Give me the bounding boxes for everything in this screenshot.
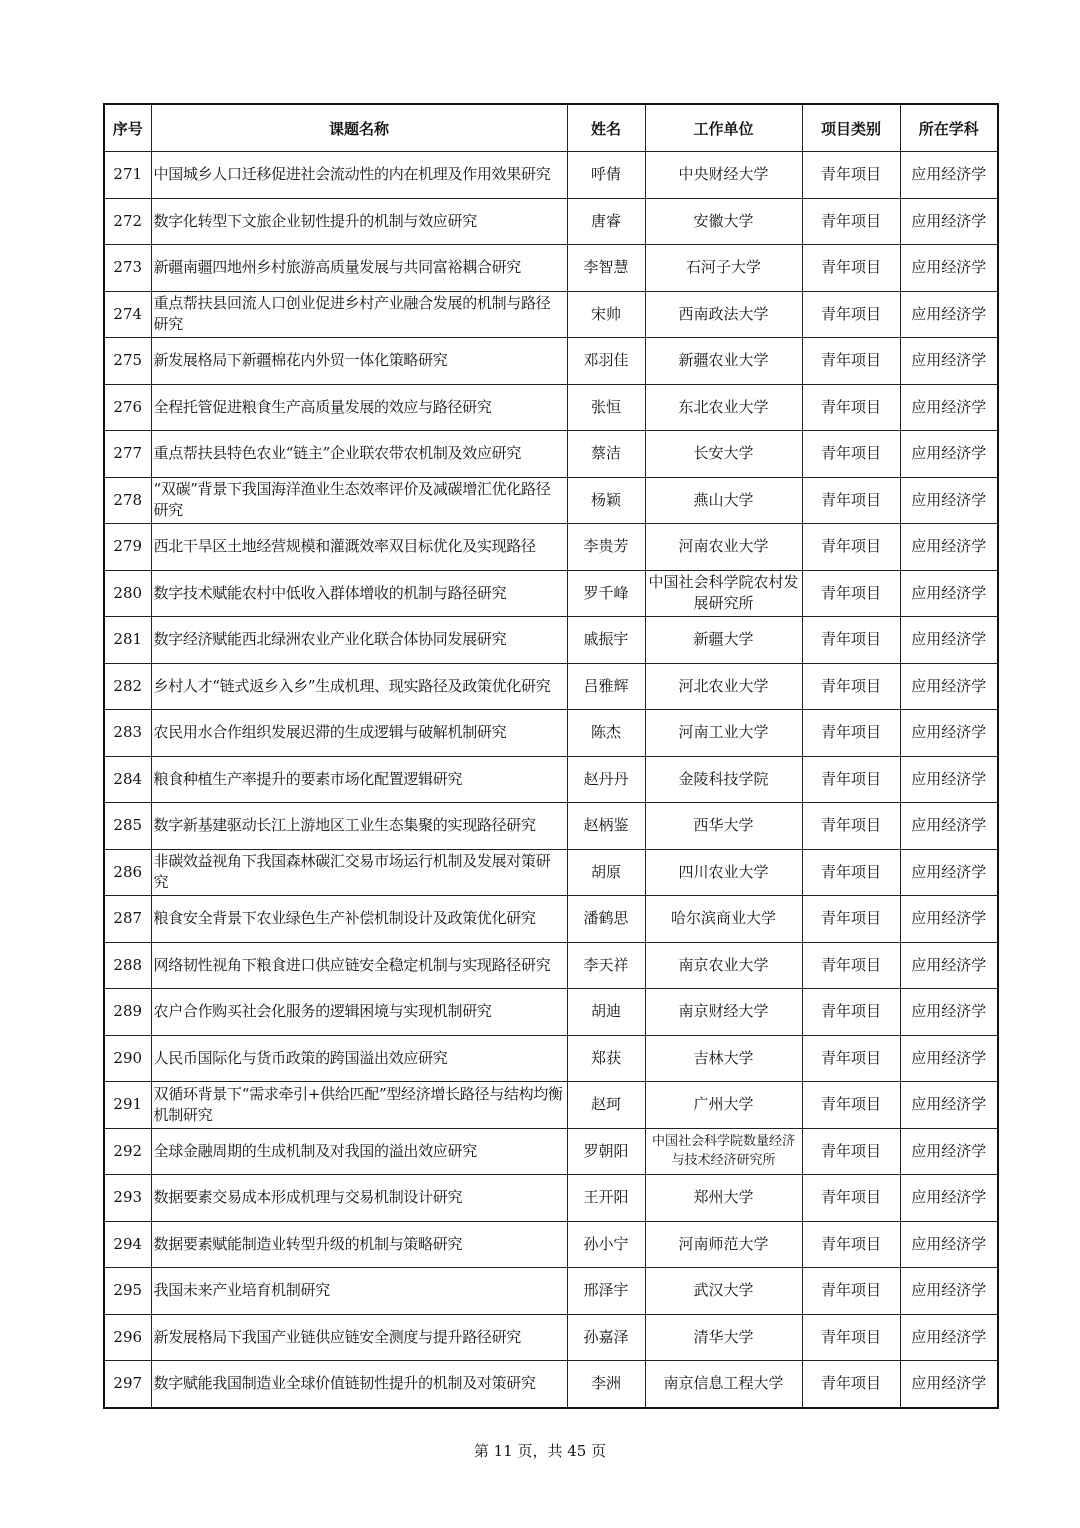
cell-unit: 四川农业大学 <box>645 849 802 896</box>
table-row <box>104 1128 998 1175</box>
cell-unit: 西华大学 <box>645 803 802 850</box>
cell-seq: 279 <box>104 524 151 571</box>
cell-seq: 281 <box>104 617 151 664</box>
cell-subject: 应用经济学 <box>900 570 998 617</box>
cell-name: 张恒 <box>567 384 645 431</box>
cell-seq: 274 <box>104 291 151 338</box>
cell-name: 孙嘉泽 <box>567 1314 645 1361</box>
cell-subject: 应用经济学 <box>900 896 998 943</box>
cell-subject: 应用经济学 <box>900 524 998 571</box>
cell-subject: 应用经济学 <box>900 477 998 524</box>
cell-unit: 中央财经大学 <box>645 152 802 199</box>
header-name: 姓名 <box>567 104 645 152</box>
cell-unit: 西南政法大学 <box>645 291 802 338</box>
cell-unit: 南京农业大学 <box>645 942 802 989</box>
cell-name: 宋帅 <box>567 291 645 338</box>
cell-subject: 应用经济学 <box>900 1175 998 1222</box>
cell-unit: 燕山大学 <box>645 477 802 524</box>
table-row <box>104 245 998 292</box>
cell-category: 青年项目 <box>802 710 900 757</box>
cell-unit: 东北农业大学 <box>645 384 802 431</box>
cell-name: 胡原 <box>567 849 645 896</box>
cell-seq: 294 <box>104 1221 151 1268</box>
cell-seq: 271 <box>104 152 151 199</box>
table-row <box>104 989 998 1036</box>
cell-seq: 272 <box>104 198 151 245</box>
cell-subject: 应用经济学 <box>900 989 998 1036</box>
table-row <box>104 384 998 431</box>
cell-title: 网络韧性视角下粮食进口供应链安全稳定机制与实现路径研究 <box>151 942 567 989</box>
cell-title: “双碳”背景下我国海洋渔业生态效率评价及减碳增汇优化路径研究 <box>151 477 567 524</box>
cell-title: 全程托管促进粮食生产高质量发展的效应与路径研究 <box>151 384 567 431</box>
table-row <box>104 1221 998 1268</box>
cell-subject: 应用经济学 <box>900 663 998 710</box>
cell-title: 农户合作购买社会化服务的逻辑困境与实现机制研究 <box>151 989 567 1036</box>
header-title: 课题名称 <box>151 104 567 152</box>
cell-title: 新发展格局下新疆棉花内外贸一体化策略研究 <box>151 338 567 385</box>
cell-title: 我国未来产业培育机制研究 <box>151 1268 567 1315</box>
cell-name: 李天祥 <box>567 942 645 989</box>
cell-category: 青年项目 <box>802 896 900 943</box>
cell-title: 双循环背景下“需求牵引+供给匹配”型经济增长路径与结构均衡机制研究 <box>151 1082 567 1129</box>
cell-subject: 应用经济学 <box>900 338 998 385</box>
cell-category: 青年项目 <box>802 477 900 524</box>
cell-seq: 293 <box>104 1175 151 1222</box>
cell-name: 孙小宁 <box>567 1221 645 1268</box>
cell-category: 青年项目 <box>802 942 900 989</box>
cell-name: 胡迪 <box>567 989 645 1036</box>
cell-title: 数据要素赋能制造业转型升级的机制与策略研究 <box>151 1221 567 1268</box>
cell-category: 青年项目 <box>802 1268 900 1315</box>
cell-unit: 金陵科技学院 <box>645 756 802 803</box>
cell-subject: 应用经济学 <box>900 1082 998 1129</box>
cell-name: 李贵芳 <box>567 524 645 571</box>
cell-name: 罗千峰 <box>567 570 645 617</box>
table-row <box>104 1361 998 1408</box>
cell-title: 数字化转型下文旅企业韧性提升的机制与效应研究 <box>151 198 567 245</box>
cell-unit: 河南工业大学 <box>645 710 802 757</box>
cell-category: 青年项目 <box>802 245 900 292</box>
cell-category: 青年项目 <box>802 152 900 199</box>
cell-seq: 290 <box>104 1035 151 1082</box>
cell-subject: 应用经济学 <box>900 291 998 338</box>
cell-name: 赵柄鉴 <box>567 803 645 850</box>
cell-title: 数字新基建驱动长江上游地区工业生态集聚的实现路径研究 <box>151 803 567 850</box>
cell-subject: 应用经济学 <box>900 245 998 292</box>
cell-unit: 河南农业大学 <box>645 524 802 571</box>
cell-unit: 南京信息工程大学 <box>645 1361 802 1408</box>
cell-title: 非碳效益视角下我国森林碳汇交易市场运行机制及发展对策研究 <box>151 849 567 896</box>
cell-seq: 285 <box>104 803 151 850</box>
cell-unit: 石河子大学 <box>645 245 802 292</box>
cell-seq: 273 <box>104 245 151 292</box>
cell-subject: 应用经济学 <box>900 152 998 199</box>
table-row <box>104 431 998 478</box>
cell-subject: 应用经济学 <box>900 1128 998 1175</box>
cell-seq: 292 <box>104 1128 151 1175</box>
cell-subject: 应用经济学 <box>900 710 998 757</box>
cell-category: 青年项目 <box>802 198 900 245</box>
cell-title: 西北干旱区土地经营规模和灌溉效率双目标优化及实现路径 <box>151 524 567 571</box>
table-row <box>104 1268 998 1315</box>
cell-subject: 应用经济学 <box>900 942 998 989</box>
cell-category: 青年项目 <box>802 291 900 338</box>
header-subject: 所在学科 <box>900 104 998 152</box>
cell-title: 新发展格局下我国产业链供应链安全测度与提升路径研究 <box>151 1314 567 1361</box>
table-row <box>104 849 998 896</box>
cell-name: 赵丹丹 <box>567 756 645 803</box>
table-row <box>104 896 998 943</box>
table-row <box>104 710 998 757</box>
cell-category: 青年项目 <box>802 338 900 385</box>
header-seq: 序号 <box>104 104 151 152</box>
cell-title: 农民用水合作组织发展迟滞的生成逻辑与破解机制研究 <box>151 710 567 757</box>
cell-seq: 275 <box>104 338 151 385</box>
cell-name: 李智慧 <box>567 245 645 292</box>
cell-seq: 288 <box>104 942 151 989</box>
table-row <box>104 477 998 524</box>
cell-unit: 安徽大学 <box>645 198 802 245</box>
table-row <box>104 1314 998 1361</box>
cell-category: 青年项目 <box>802 570 900 617</box>
cell-seq: 283 <box>104 710 151 757</box>
table-row <box>104 291 998 338</box>
page-footer: 第 11 页，共 45 页 <box>473 1442 607 1460</box>
cell-subject: 应用经济学 <box>900 1035 998 1082</box>
cell-category: 青年项目 <box>802 1221 900 1268</box>
cell-subject: 应用经济学 <box>900 803 998 850</box>
cell-name: 潘鹤思 <box>567 896 645 943</box>
cell-subject: 应用经济学 <box>900 198 998 245</box>
cell-seq: 287 <box>104 896 151 943</box>
cell-unit: 新疆农业大学 <box>645 338 802 385</box>
cell-title: 全球金融周期的生成机制及对我国的溢出效应研究 <box>151 1128 567 1175</box>
cell-title: 数字赋能我国制造业全球价值链韧性提升的机制及对策研究 <box>151 1361 567 1408</box>
cell-title: 人民币国际化与货币政策的跨国溢出效应研究 <box>151 1035 567 1082</box>
cell-name: 呼倩 <box>567 152 645 199</box>
table-row <box>104 152 998 199</box>
cell-name: 王开阳 <box>567 1175 645 1222</box>
cell-title: 粮食安全背景下农业绿色生产补偿机制设计及政策优化研究 <box>151 896 567 943</box>
cell-unit: 吉林大学 <box>645 1035 802 1082</box>
cell-seq: 286 <box>104 849 151 896</box>
cell-seq: 289 <box>104 989 151 1036</box>
cell-subject: 应用经济学 <box>900 431 998 478</box>
table-row <box>104 756 998 803</box>
cell-category: 青年项目 <box>802 617 900 664</box>
header-row <box>104 104 998 152</box>
cell-unit: 广州大学 <box>645 1082 802 1129</box>
cell-unit: 武汉大学 <box>645 1268 802 1315</box>
cell-name: 邢泽宇 <box>567 1268 645 1315</box>
cell-seq: 296 <box>104 1314 151 1361</box>
cell-title: 数据要素交易成本形成机理与交易机制设计研究 <box>151 1175 567 1222</box>
cell-unit: 郑州大学 <box>645 1175 802 1222</box>
cell-unit: 中国社会科学院数量经济与技术经济研究所 <box>645 1128 802 1175</box>
cell-category: 青年项目 <box>802 803 900 850</box>
cell-category: 青年项目 <box>802 756 900 803</box>
header-unit: 工作单位 <box>645 104 802 152</box>
cell-name: 蔡洁 <box>567 431 645 478</box>
table-row <box>104 1175 998 1222</box>
cell-category: 青年项目 <box>802 384 900 431</box>
table-row <box>104 338 998 385</box>
cell-unit: 长安大学 <box>645 431 802 478</box>
cell-category: 青年项目 <box>802 524 900 571</box>
cell-unit: 中国社会科学院农村发展研究所 <box>645 570 802 617</box>
project-table <box>103 103 999 1409</box>
cell-title: 中国城乡人口迁移促进社会流动性的内在机理及作用效果研究 <box>151 152 567 199</box>
cell-unit: 清华大学 <box>645 1314 802 1361</box>
cell-name: 杨颖 <box>567 477 645 524</box>
table-row <box>104 942 998 989</box>
table-row <box>104 617 998 664</box>
cell-category: 青年项目 <box>802 1361 900 1408</box>
cell-subject: 应用经济学 <box>900 849 998 896</box>
cell-title: 数字技术赋能农村中低收入群体增收的机制与路径研究 <box>151 570 567 617</box>
cell-subject: 应用经济学 <box>900 1361 998 1408</box>
cell-unit: 河南师范大学 <box>645 1221 802 1268</box>
cell-seq: 278 <box>104 477 151 524</box>
cell-category: 青年项目 <box>802 1035 900 1082</box>
cell-name: 吕雅辉 <box>567 663 645 710</box>
cell-seq: 276 <box>104 384 151 431</box>
table-row <box>104 1035 998 1082</box>
cell-unit: 河北农业大学 <box>645 663 802 710</box>
cell-seq: 291 <box>104 1082 151 1129</box>
cell-seq: 280 <box>104 570 151 617</box>
cell-unit: 南京财经大学 <box>645 989 802 1036</box>
cell-subject: 应用经济学 <box>900 617 998 664</box>
cell-name: 邓羽佳 <box>567 338 645 385</box>
cell-subject: 应用经济学 <box>900 1221 998 1268</box>
cell-category: 青年项目 <box>802 849 900 896</box>
cell-name: 赵珂 <box>567 1082 645 1129</box>
cell-category: 青年项目 <box>802 1314 900 1361</box>
cell-category: 青年项目 <box>802 989 900 1036</box>
cell-seq: 282 <box>104 663 151 710</box>
cell-title: 重点帮扶县特色农业“链主”企业联农带农机制及效应研究 <box>151 431 567 478</box>
cell-name: 唐睿 <box>567 198 645 245</box>
cell-title: 重点帮扶县回流人口创业促进乡村产业融合发展的机制与路径研究 <box>151 291 567 338</box>
cell-seq: 277 <box>104 431 151 478</box>
cell-category: 青年项目 <box>802 663 900 710</box>
cell-name: 郑获 <box>567 1035 645 1082</box>
cell-name: 戚振宇 <box>567 617 645 664</box>
table-row <box>104 570 998 617</box>
cell-title: 粮食种植生产率提升的要素市场化配置逻辑研究 <box>151 756 567 803</box>
cell-seq: 297 <box>104 1361 151 1408</box>
cell-category: 青年项目 <box>802 1175 900 1222</box>
cell-seq: 295 <box>104 1268 151 1315</box>
cell-subject: 应用经济学 <box>900 1314 998 1361</box>
cell-title: 新疆南疆四地州乡村旅游高质量发展与共同富裕耦合研究 <box>151 245 567 292</box>
cell-name: 陈杰 <box>567 710 645 757</box>
cell-title: 乡村人才“链式返乡入乡”生成机理、现实路径及政策优化研究 <box>151 663 567 710</box>
cell-name: 李洲 <box>567 1361 645 1408</box>
cell-unit: 哈尔滨商业大学 <box>645 896 802 943</box>
cell-category: 青年项目 <box>802 1128 900 1175</box>
cell-subject: 应用经济学 <box>900 384 998 431</box>
cell-category: 青年项目 <box>802 1082 900 1129</box>
cell-unit: 新疆大学 <box>645 617 802 664</box>
table-row <box>104 1082 998 1129</box>
cell-subject: 应用经济学 <box>900 1268 998 1315</box>
table-row <box>104 803 998 850</box>
header-category: 项目类别 <box>802 104 900 152</box>
cell-seq: 284 <box>104 756 151 803</box>
table-row <box>104 198 998 245</box>
cell-subject: 应用经济学 <box>900 756 998 803</box>
table-row <box>104 524 998 571</box>
table-row <box>104 663 998 710</box>
cell-name: 罗朝阳 <box>567 1128 645 1175</box>
cell-category: 青年项目 <box>802 431 900 478</box>
cell-title: 数字经济赋能西北绿洲农业产业化联合体协同发展研究 <box>151 617 567 664</box>
